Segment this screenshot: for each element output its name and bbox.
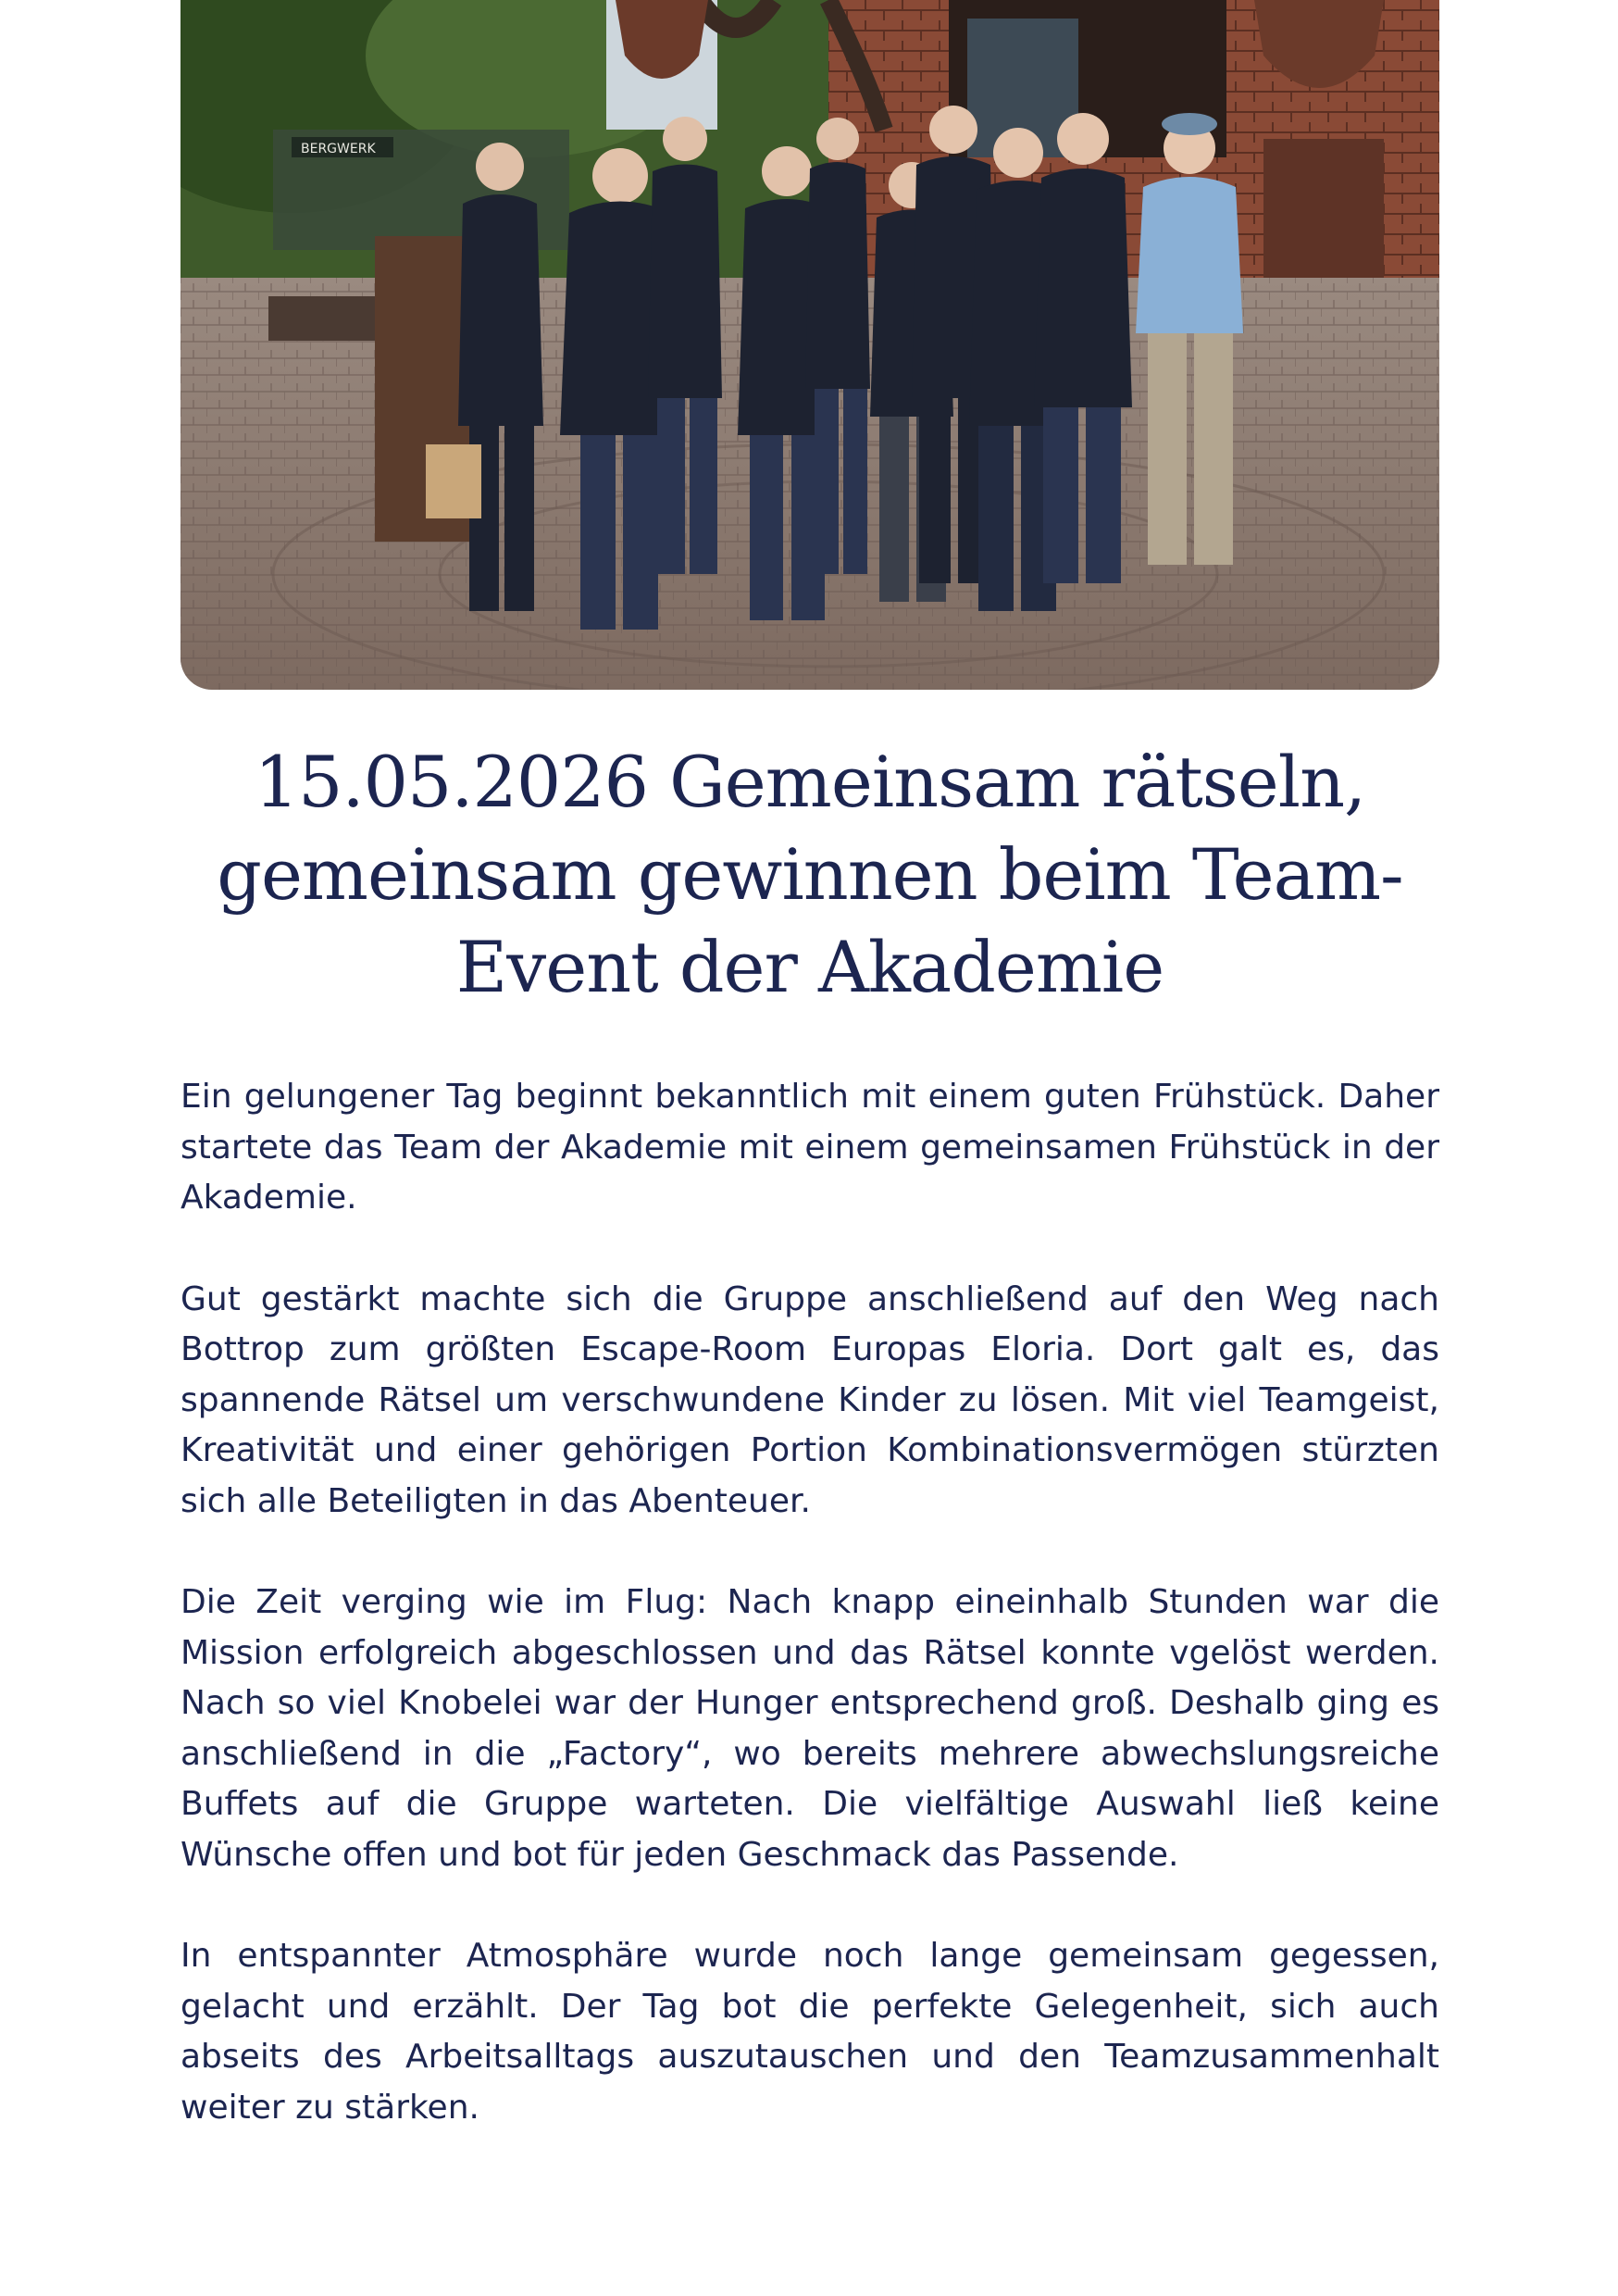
- person-5: [805, 118, 870, 574]
- paper-bag: [426, 444, 481, 518]
- team-photo: [180, 0, 1439, 690]
- sign-text: BERGWERK: [301, 142, 376, 156]
- article-body: [180, 1072, 1439, 2184]
- article-paragraph: Ein gelungener Tag beginnt bekanntlich mit einem guten Frühstück. Daher startete das Team der Akademie mit einem gemeinsamen Frühstück in der Akademie.: [180, 1078, 1439, 1217]
- person-3: [648, 117, 722, 574]
- article-paragraph: Die Zeit verging wie im Flug: Nach knapp eineinhalb Stunden war die Mission erfolgreich abgeschlossen und das Rätsel konnte vgelöst werden. Nach so viel Knobelei war der Hunger entsprechend groß. Deshalb ging es anschließend in die „Factory“, wo bereits mehrere abwechslungsreiche Buffets auf die Gruppe warteten. Die vielfältige Auswahl ließ keine Wünsche offen und bot für jeden Geschmack das Passende.: [180, 1583, 1439, 1874]
- team-photo-illustration: [180, 0, 1439, 690]
- article-title: 15.05.2026 Gemeinsam rätseln, gemeinsam gewinnen beim Team-Event der Akademie: [217, 741, 1403, 1008]
- article-paragraph: Gut gestärkt machte sich die Gruppe anschließend auf den Weg nach Bottrop zum größten Escape-Room Europas Eloria. Dort galt es, das spannende Rätsel um verschwundene Kinder zu lösen. Mit viel Teamgeist, Kreativität und einer gehörigen Portion Kombinationsvermögen stürzten sich alle Beteiligten in das Abenteuer.: [180, 1279, 1439, 1520]
- article-paragraph: In entspannter Atmosphäre wurde noch lange gemeinsam gegessen, gelacht und erzählt. Der Tag bot die perfekte Gelegenheit, sich auch abseits des Arbeitsalltags auszutauschen und den Teamzusammenhalt weiter zu stärken.: [180, 1937, 1439, 2127]
